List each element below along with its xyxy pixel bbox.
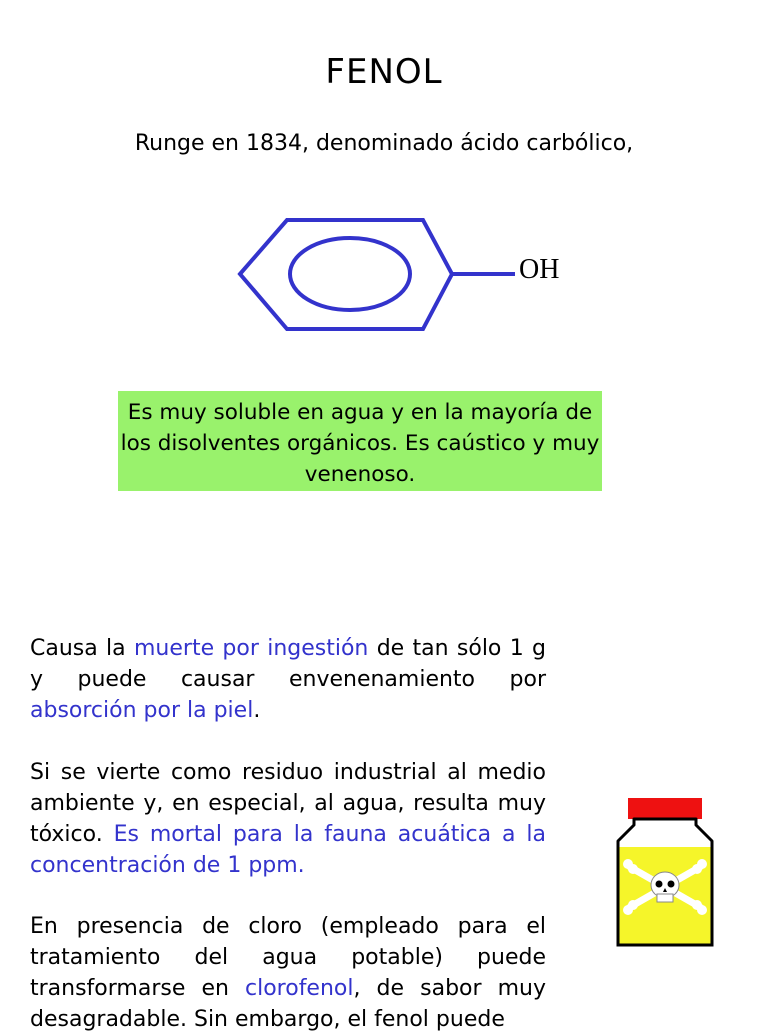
- highlight-skin-absorption: absorción por la piel: [30, 698, 254, 723]
- aromatic-circle: [290, 238, 410, 310]
- paragraph-chlorine: [30, 911, 546, 1035]
- oh-group-label: OH: [519, 254, 560, 285]
- text-segment: .: [253, 698, 261, 723]
- highlight-chlorophenol: clorofenol: [245, 976, 354, 1001]
- subtitle: Runge en 1834, denominado ácido carbólico,: [134, 131, 634, 156]
- text-segment: Causa la: [30, 636, 134, 661]
- highlight-aquatic-fauna: Es mortal para la fauna acuática a la concentración de 1 ppm.: [30, 822, 546, 878]
- text-segment: Si se vierte como residuo industrial al medio ambiente y, en especial, al agua, resulta muy tóxico.: [30, 760, 546, 847]
- poison-bottle-icon: [610, 795, 720, 950]
- paragraph-industrial-waste: [30, 757, 546, 881]
- solubility-note-text: Es muy soluble en agua y en la mayoría de los disolventes orgánicos. Es caústico y muy venenoso.: [120, 400, 600, 487]
- text-segment: En presencia de cloro (empleado para el tratamiento del agua potable) puede transformarse en: [30, 914, 546, 1001]
- text-segment: , de sabor muy desagradable. Sin embargo, el fenol puede: [30, 976, 547, 1032]
- phenol-structure-diagram: [230, 208, 520, 348]
- solubility-note: [118, 391, 602, 491]
- highlight-death-ingestion: muerte por ingestión: [133, 636, 369, 661]
- bottle-cap: [628, 798, 702, 819]
- page-title: FENOL: [325, 52, 443, 92]
- text-segment: de tan sólo 1 g y puede causar envenenamiento por: [30, 636, 546, 692]
- paragraph-ingestion: [30, 633, 546, 726]
